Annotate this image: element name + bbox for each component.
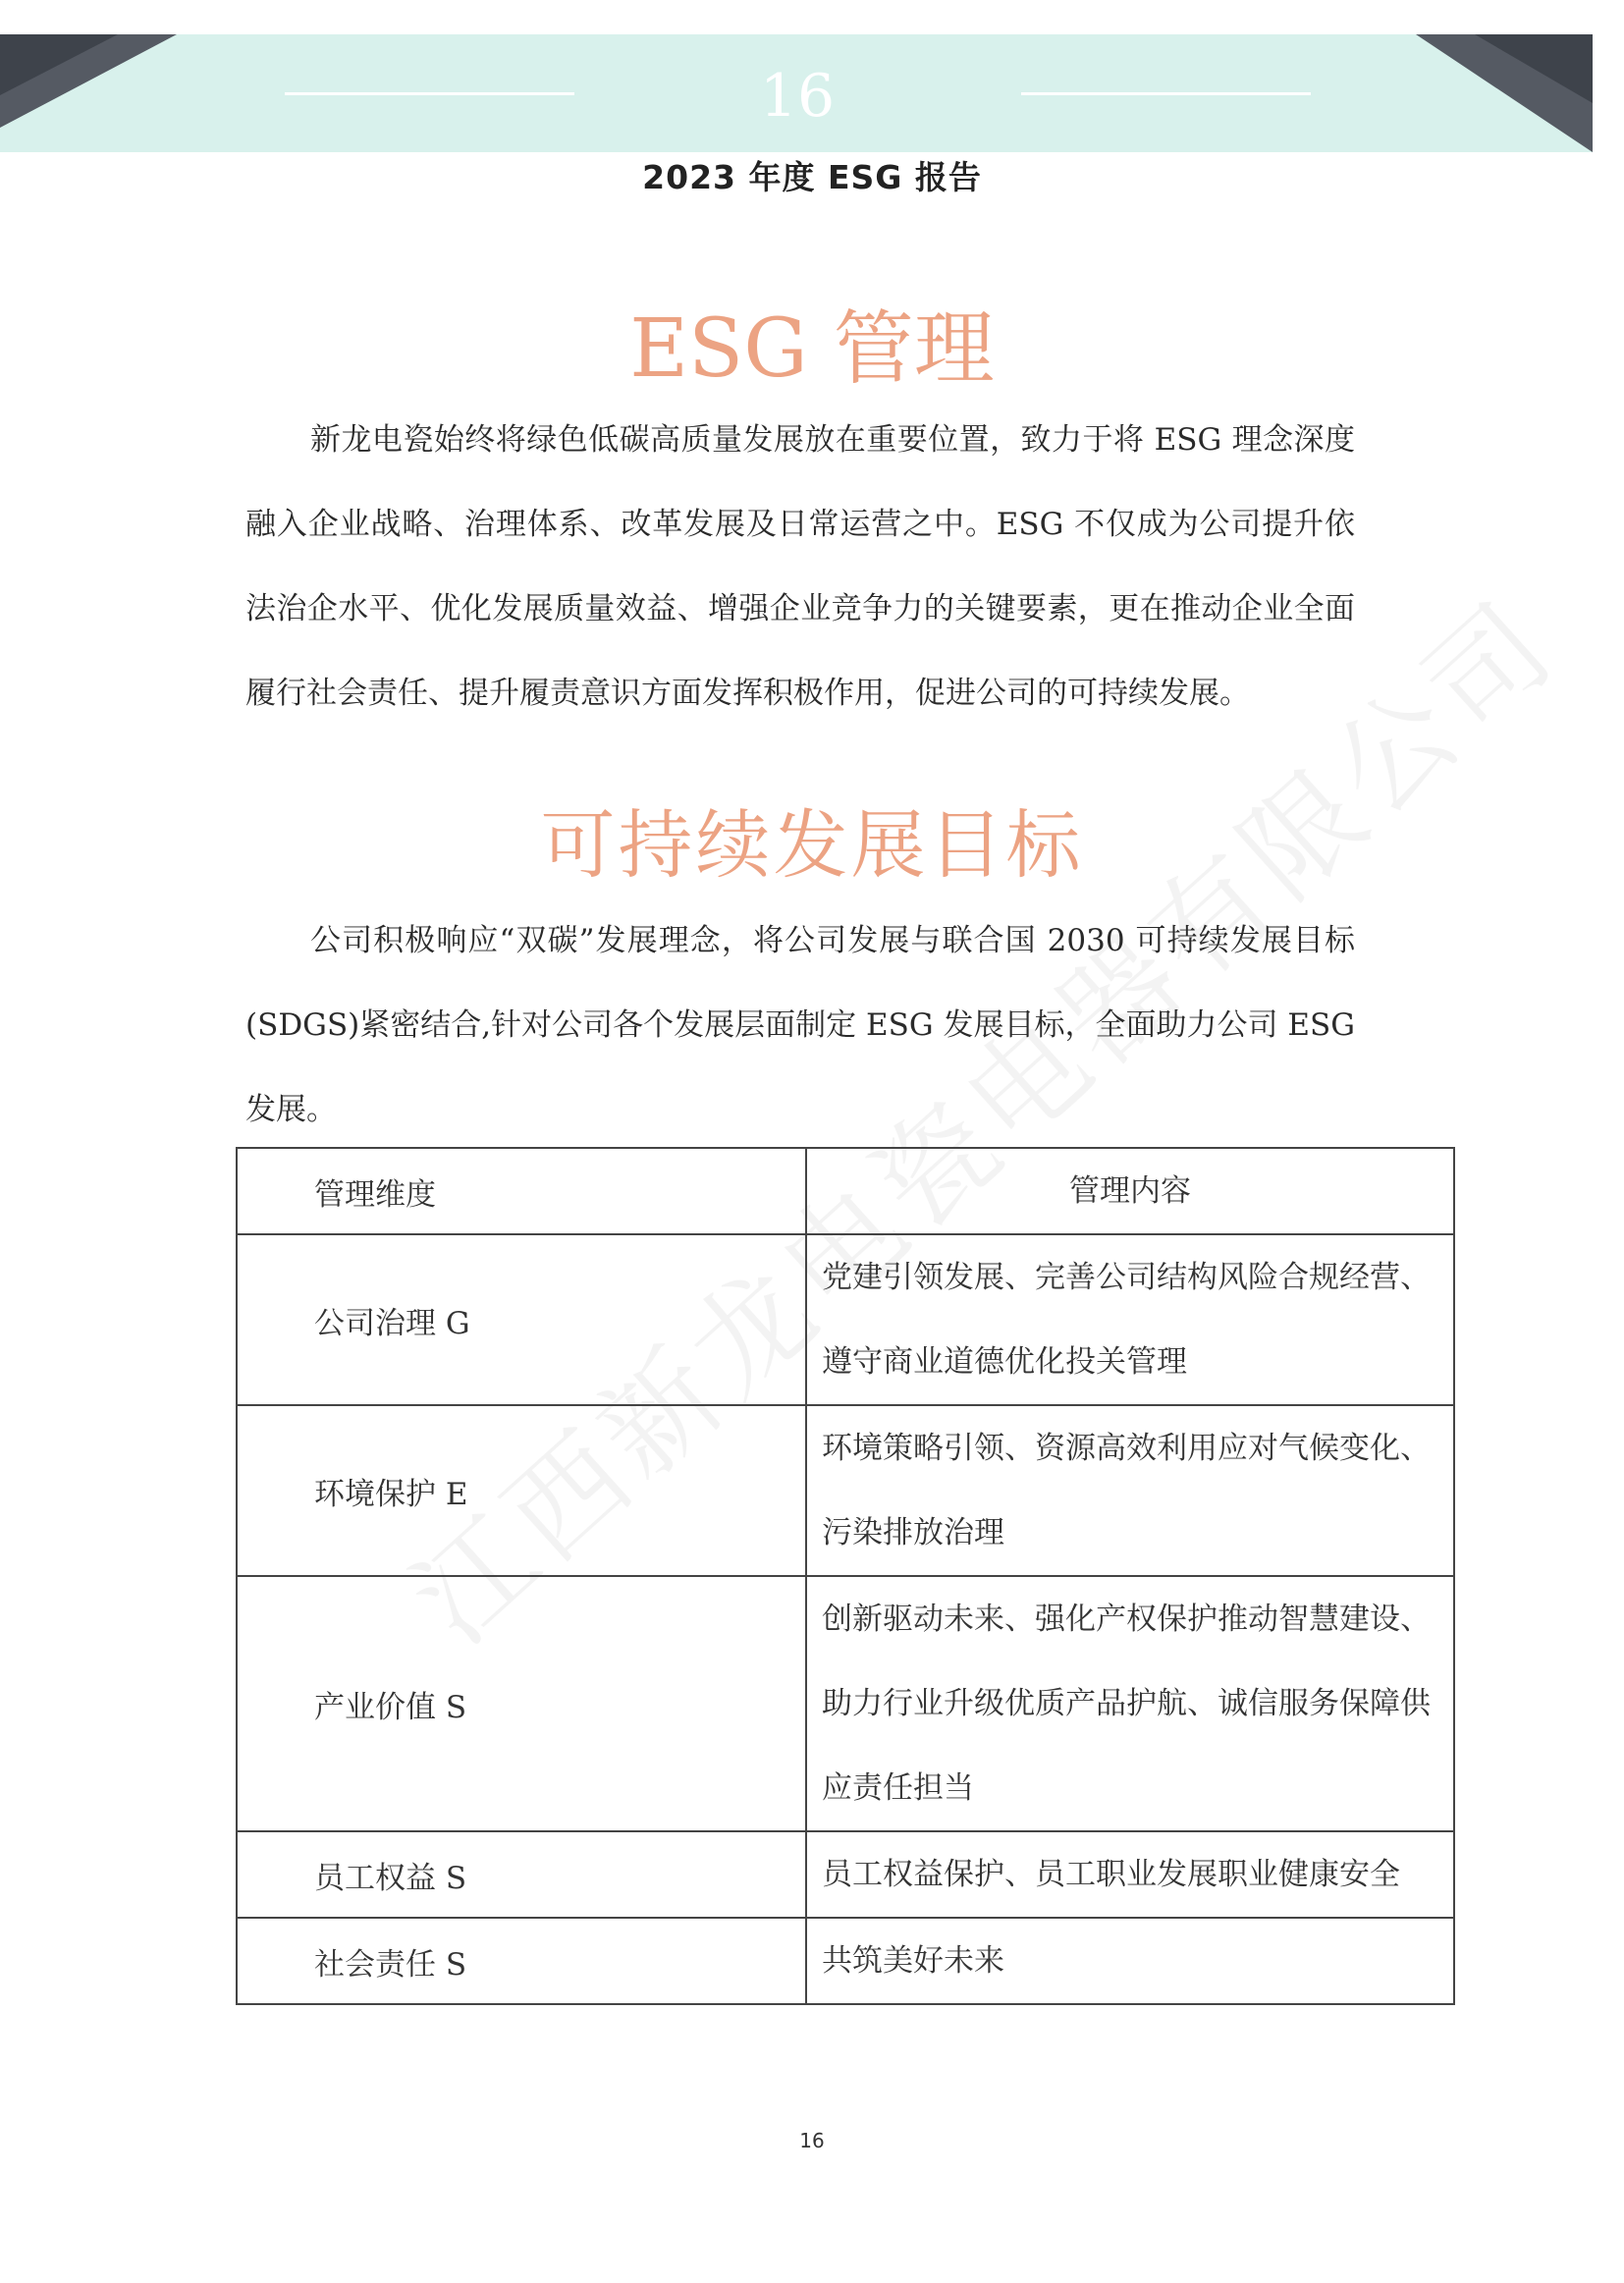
table-cell-content: 创新驱动未来、强化产权保护推动智慧建设、助力行业升级优质产品护航、诚信服务保障供应责任担当: [806, 1576, 1454, 1831]
table-cell-dimension: 产业价值 S: [237, 1576, 806, 1831]
table-cell-content: 环境策略引领、资源高效利用应对气候变化、污染排放治理: [806, 1405, 1454, 1576]
table-cell-dimension: 公司治理 G: [237, 1234, 806, 1405]
footer-page-number: 16: [799, 2129, 825, 2152]
corner-decoration-right: [1416, 34, 1593, 152]
table-cell-content: 共筑美好未来: [806, 1918, 1454, 2004]
corner-decoration-left: [0, 34, 177, 152]
sustainability-goals-paragraph: 公司积极响应“双碳”发展理念，将公司发展与联合国 2030 可持续发展目标(SDGS)紧密结合,针对公司各个发展层面制定 ESG 发展目标，全面助力公司 ESG 发展。: [245, 923, 1355, 1127]
banner-divider-left: [285, 92, 574, 95]
table-cell-dimension: 环境保护 E: [237, 1405, 806, 1576]
table-row: [237, 1831, 1454, 1918]
banner-page-number: 16: [759, 62, 836, 131]
section-title-sustainability-goals: 可持续发展目标: [540, 801, 1084, 889]
section-title-esg-management: ESG 管理: [629, 302, 995, 396]
esg-management-paragraph: 新龙电瓷始终将绿色低碳高质量发展放在重要位置，致力于将 ESG 理念深度融入企业战略、治理体系、改革发展及日常运营之中。ESG 不仅成为公司提升依法治企水平、优化发展质量效益、增强企业竞争力的关键要素，更在推动企业全面履行社会责任、提升履责意识方面发挥积极作用，促进公司的可持续发展。: [245, 422, 1355, 711]
table-cell-content: 党建引领发展、完善公司结构风险合规经营、遵守商业道德优化投关管理: [806, 1234, 1454, 1405]
table-header-row: [237, 1148, 1454, 1234]
table-cell-dimension: 员工权益 S: [237, 1831, 806, 1918]
table-header-dimension: 管理维度: [237, 1148, 806, 1234]
header-banner: [0, 34, 1593, 152]
table-row: [237, 1405, 1454, 1576]
management-table: [236, 1147, 1455, 2005]
table-cell-dimension: 社会责任 S: [237, 1918, 806, 2004]
table-header-content: 管理内容: [806, 1148, 1454, 1234]
table-row: [237, 1918, 1454, 2004]
report-title: 2023 年度 ESG 报告: [642, 158, 982, 196]
table-row: [237, 1234, 1454, 1405]
banner-divider-right: [1021, 92, 1311, 95]
table-row: [237, 1576, 1454, 1831]
table-cell-content: 员工权益保护、员工职业发展职业健康安全: [806, 1831, 1454, 1918]
